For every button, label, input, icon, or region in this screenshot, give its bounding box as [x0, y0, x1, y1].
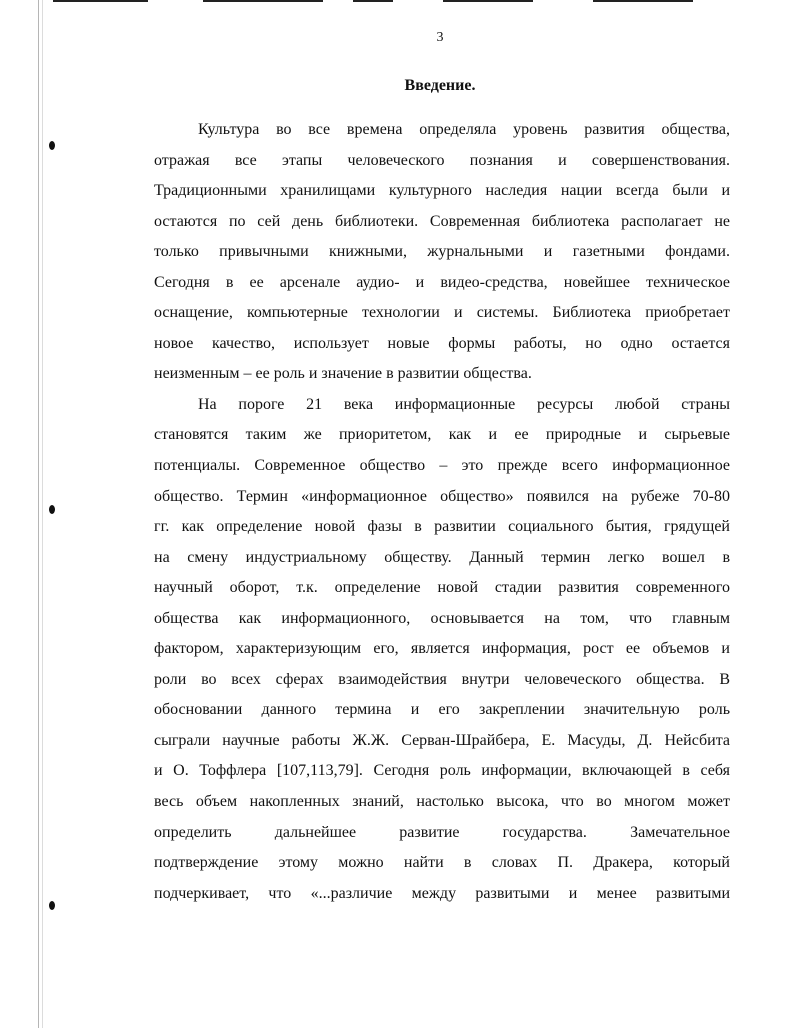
binding-hole-mark [49, 141, 55, 150]
text-line: научный оборот, т.к. определение новой стадии развития современного [154, 579, 730, 597]
scan-margin-line-faint [42, 0, 43, 1028]
scan-edge-segment [593, 0, 693, 2]
text-line: На пороге 21 века информационные ресурсы любой страны [198, 395, 730, 413]
text-line: отражая все этапы человеческого познания и совершенствования. [154, 151, 730, 169]
scan-margin-line [38, 0, 39, 1028]
text-line: подтверждение этому можно найти в словах П. Дракера, который [154, 854, 730, 872]
text-line: гг. как определение новой фазы в развитии социального бытия, грядущей [154, 518, 730, 536]
text-line: общество. Термин «информационное общество» появился на рубеже 70-80 [154, 487, 730, 505]
scan-edge-segment [443, 0, 533, 2]
scan-edge-top [53, 0, 763, 6]
text-line: только привычными книжными, журнальными и газетными фондами. [154, 243, 730, 261]
text-line: обосновании данного термина и его закреплении значительную роль [154, 701, 730, 719]
text-line: Сегодня в ее арсенале аудио- и видео-средства, новейшее техническое [154, 273, 730, 291]
text-line: роли во всех сферах взаимодействия внутри человеческого общества. В [154, 670, 730, 688]
page-number: 3 [436, 30, 444, 45]
text-line: на смену индустриальному обществу. Данный термин легко вошел в [154, 548, 730, 566]
scan-edge-segment [353, 0, 393, 2]
text-line: остаются по сей день библиотеки. Современная библиотека располагает не [154, 212, 730, 230]
binding-hole-mark [49, 505, 55, 514]
scan-edge-segment [53, 0, 148, 2]
text-line: общества как информационного, основывается на том, что главным [154, 609, 730, 627]
text-line: определить дальнейшее развитие государства. Замечательное [154, 823, 730, 841]
text-line: подчеркивает, что «...различие между развитыми и менее развитыми [154, 884, 730, 902]
text-line: и О. Тоффлера [107,113,79]. Сегодня роль информации, включающей в себя [154, 762, 730, 780]
text-line: фактором, характеризующим его, является информация, рост ее объемов и [154, 640, 730, 658]
text-line: новое качество, использует новые формы работы, но одно остается [154, 334, 730, 352]
body-text [154, 115, 730, 909]
binding-hole-mark [49, 901, 55, 910]
text-line: неизменным – ее роль и значение в развитии общества. [154, 365, 532, 383]
text-line: оснащение, компьютерные технологии и системы. Библиотека приобретает [154, 304, 730, 322]
text-line: Традиционными хранилищами культурного наследия нации всегда были и [154, 182, 730, 200]
text-line: потенциалы. Современное общество – это прежде всего информационное [154, 457, 730, 475]
section-heading: Введение. [404, 77, 476, 94]
scan-edge-segment [203, 0, 323, 2]
text-line: сыграли научные работы Ж.Ж. Серван-Шрайбера, Е. Масуды, Д. Нейсбита [154, 731, 730, 749]
text-line: Культура во все времена определяла уровень развития общества, [198, 121, 730, 138]
text-line: весь объем накопленных знаний, настолько высока, что во многом может [154, 793, 730, 811]
text-line: становятся таким же приоритетом, как и ее природные и сырьевые [154, 426, 730, 444]
